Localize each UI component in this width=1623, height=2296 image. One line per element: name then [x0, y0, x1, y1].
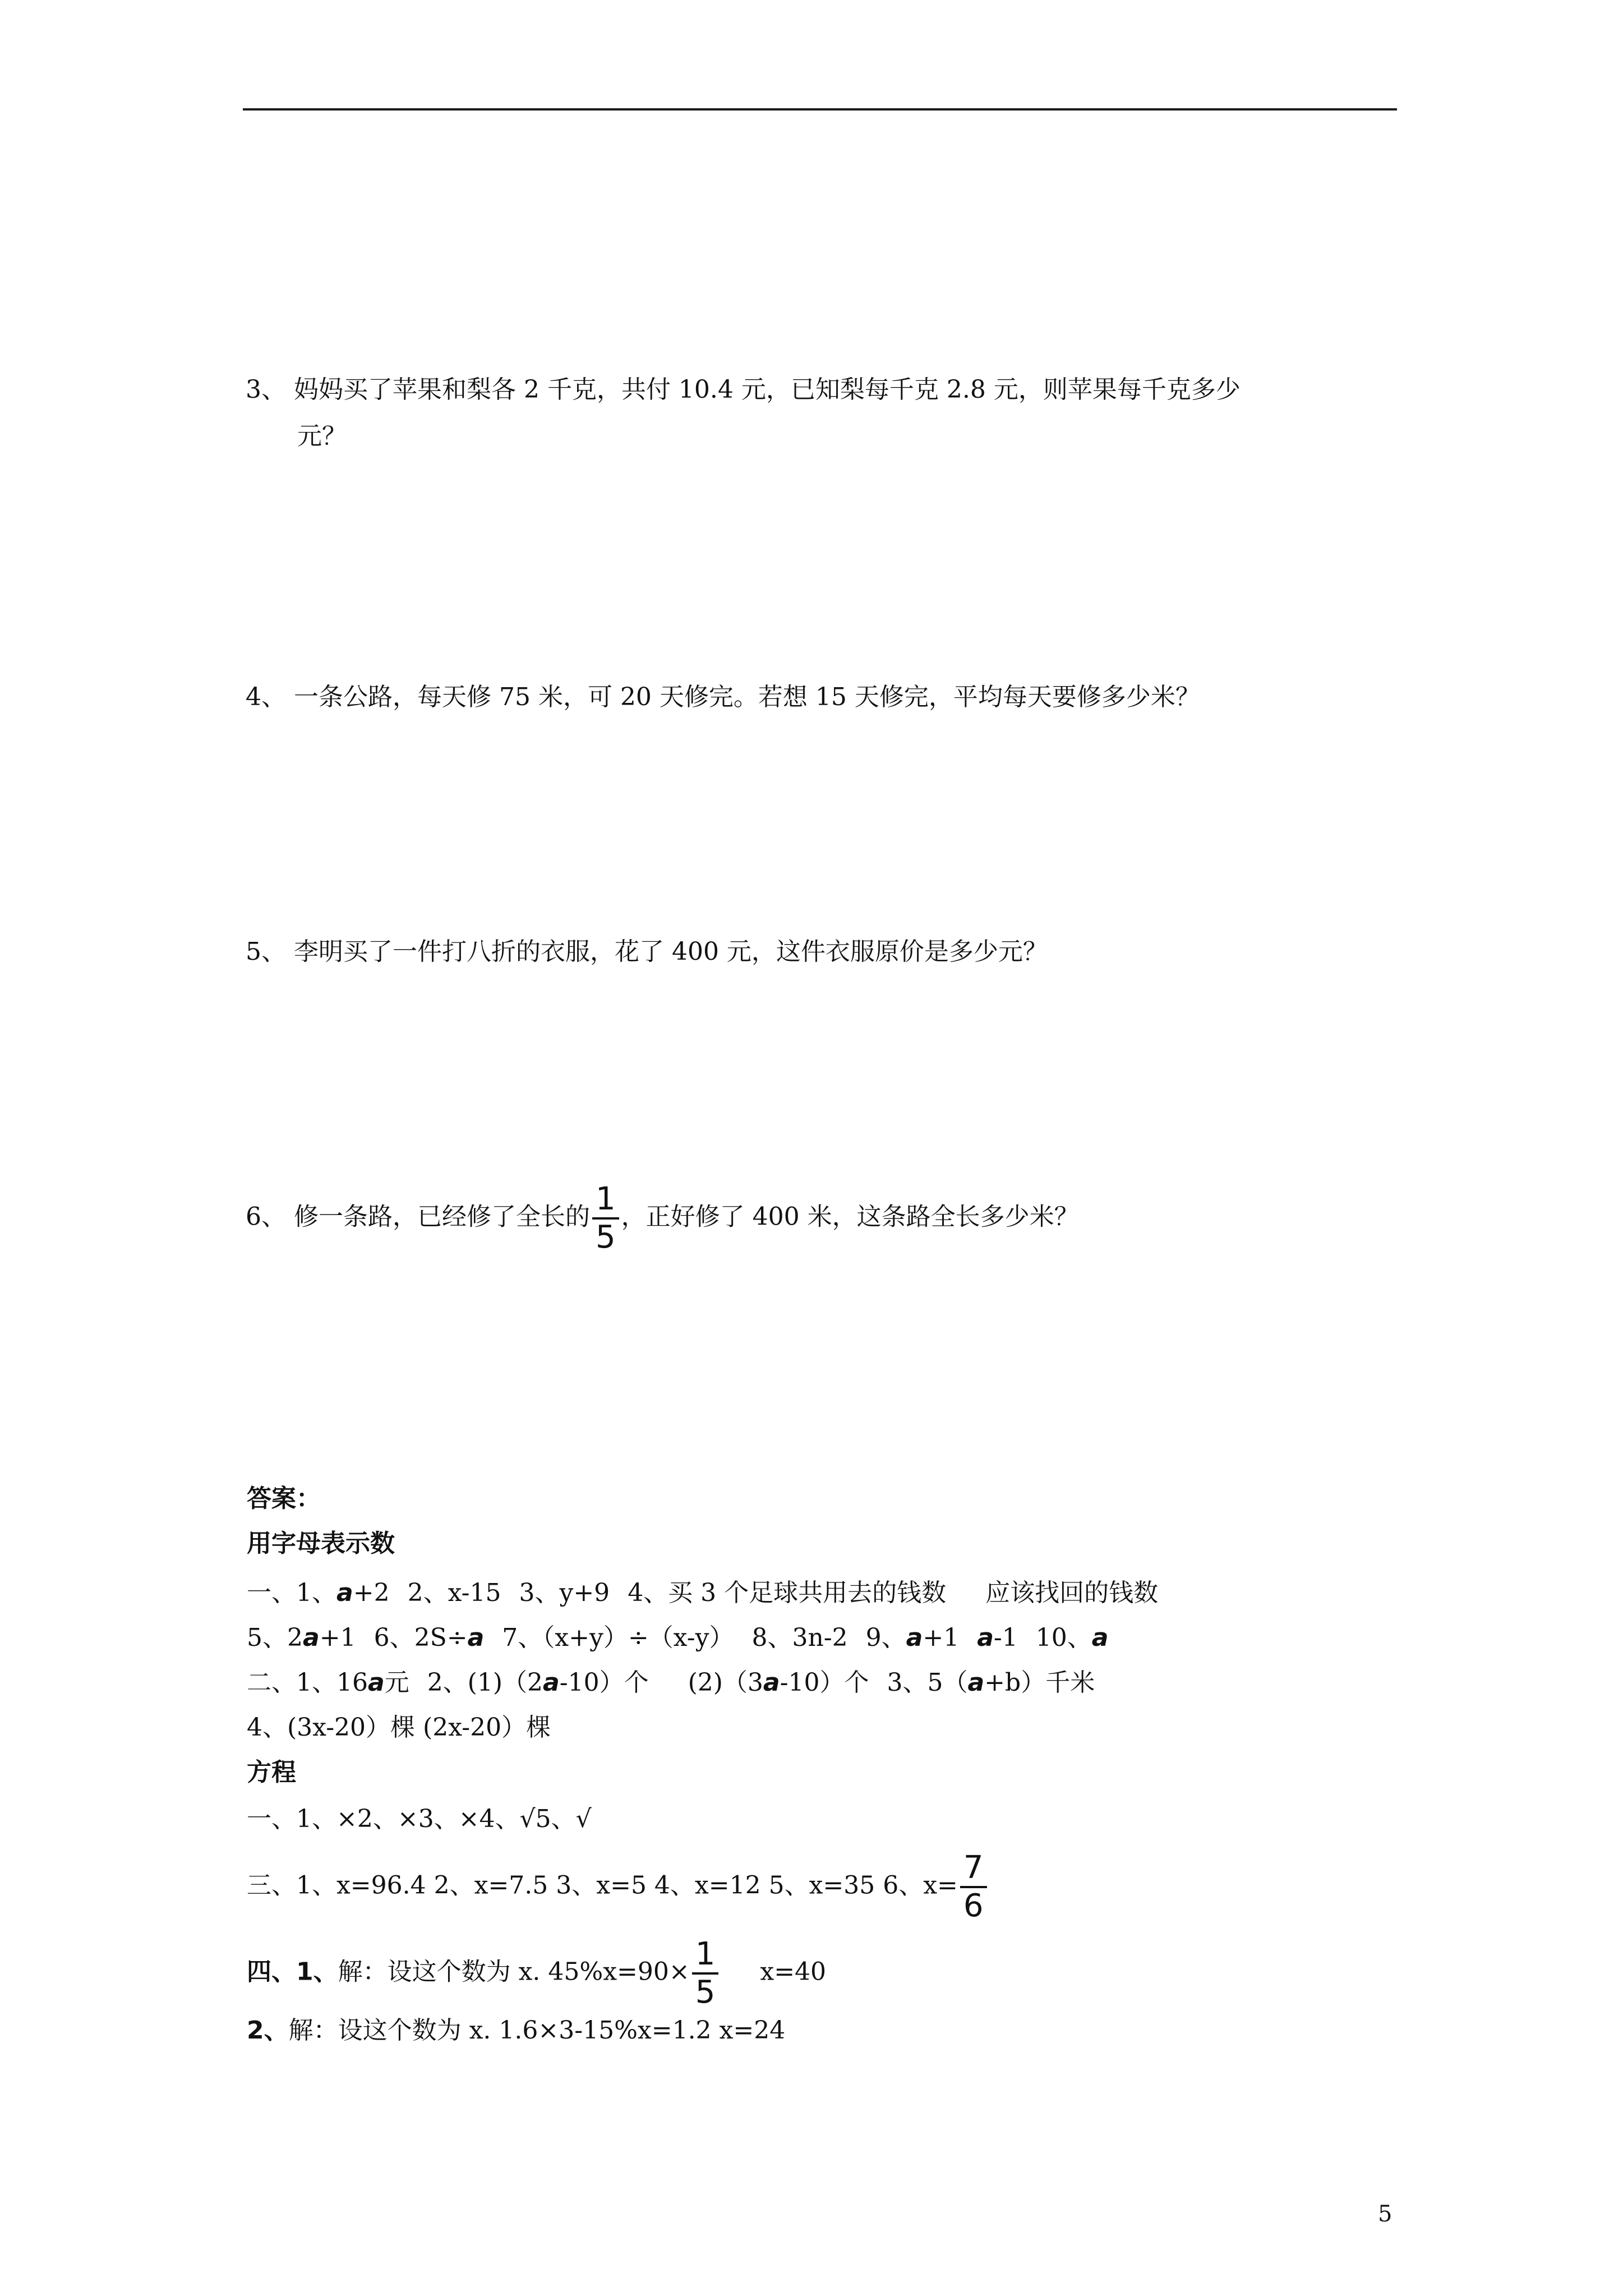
answer-row-5: 一、1、×2、×3、×4、√5、√: [247, 1805, 592, 1833]
answer-value: -1: [993, 1623, 1018, 1652]
header-rule: [243, 108, 1397, 111]
variable-a: a: [336, 1579, 353, 1607]
answer-value: 解：设这个数为 x. 45%x=90×: [338, 1957, 690, 1986]
fraction-seven-sixths: [960, 1850, 987, 1924]
answer-value: 8、3n-2: [751, 1623, 848, 1652]
section-title-letters: 用字母表示数: [247, 1529, 395, 1558]
question-6-text-before: 6、 修一条路，已经修了全长的: [246, 1202, 590, 1231]
fraction-denominator: 5: [595, 1219, 616, 1255]
answer-label: 5、2: [247, 1623, 303, 1652]
question-6: [246, 1181, 1079, 1255]
fraction-numerator: 1: [592, 1181, 619, 1220]
variable-a: a: [906, 1623, 923, 1652]
answer-value: 3、5（: [887, 1668, 968, 1697]
variable-a: a: [967, 1668, 985, 1697]
answer-value: +2: [353, 1579, 390, 1607]
answer-value: 2、(1)（2: [427, 1668, 543, 1697]
answer-row-2: [247, 1621, 1109, 1655]
variable-a: a: [467, 1623, 485, 1652]
answer-value: x=40: [760, 1957, 827, 1986]
answer-value: 9、: [865, 1623, 906, 1652]
question-4: 4、 一条公路，每天修 75 米，可 20 天修完。若想 15 天修完，平均每天要修多少米？: [246, 683, 1200, 711]
variable-a: a: [763, 1668, 780, 1697]
page-number: 5: [1378, 2201, 1393, 2227]
variable-a: a: [977, 1623, 994, 1652]
question-3-line-1: 3、 妈妈买了苹果和梨各 2 千克，共付 10.4 元，已知梨每千克 2.8 元，则苹果每千克多少: [246, 375, 1241, 404]
section-title-equations: 方程: [247, 1758, 296, 1787]
answer-value: 10、: [1035, 1623, 1092, 1652]
answer-value: 3、y+9: [519, 1579, 610, 1607]
fraction-denominator: 5: [695, 1974, 716, 2010]
answer-label: 四、1、: [247, 1957, 338, 1986]
answer-value: (2)（3: [688, 1668, 763, 1697]
answer-value: +1: [319, 1623, 356, 1652]
answer-row-8: [247, 2014, 785, 2047]
answers-title: 答案：: [247, 1484, 321, 1513]
answer-label: 二、1、16: [247, 1668, 368, 1697]
answer-value: 4、买 3 个足球共用去的钱数: [628, 1579, 947, 1607]
answer-value: 应该找回的钱数: [985, 1579, 1159, 1607]
answer-value: 2、x-15: [407, 1579, 501, 1607]
question-5: 5、 李明买了一件打八折的衣服，花了 400 元，这件衣服原价是多少元？: [246, 937, 1048, 966]
answer-row-7: [247, 1936, 826, 2010]
answer-label: 一、1、: [247, 1579, 336, 1607]
answer-row-4: 4、(3x-20）棵 (2x-20）棵: [247, 1713, 551, 1742]
answer-value: 元: [384, 1668, 409, 1697]
answer-row-1: [247, 1576, 1158, 1610]
fraction-one-fifth: [592, 1181, 619, 1255]
answer-value: 解：设这个数为 x. 1.6×3-15%x=1.2 x=24: [288, 2016, 786, 2045]
answer-value: 6、2S÷: [374, 1623, 468, 1652]
answer-label: 2、: [247, 2016, 289, 2045]
variable-a: a: [543, 1668, 560, 1697]
answer-row-6: [247, 1850, 989, 1924]
answer-value: +1: [923, 1623, 960, 1652]
answer-value: +b）千米: [984, 1668, 1095, 1697]
question-6-text-after: ，正好修了 400 米，这条路全长多少米？: [621, 1202, 1079, 1231]
answer-value: -10）个: [559, 1668, 649, 1697]
variable-a: a: [303, 1623, 320, 1652]
fraction-one-fifth-answer: [692, 1936, 719, 2010]
variable-a: a: [1091, 1623, 1109, 1652]
variable-a: a: [367, 1668, 385, 1697]
question-3-line-2: 元？: [297, 422, 347, 450]
fraction-numerator: 1: [692, 1936, 719, 1975]
fraction-denominator: 6: [963, 1888, 984, 1924]
answer-value: 三、1、x=96.4 2、x=7.5 3、x=5 4、x=12 5、x=35 6、x=: [247, 1871, 958, 1900]
answer-value: 7、（x+y）÷（x-y）: [502, 1623, 734, 1652]
fraction-numerator: 7: [960, 1850, 987, 1888]
answer-value: -10）个: [780, 1668, 869, 1697]
answer-row-3: [247, 1666, 1095, 1700]
